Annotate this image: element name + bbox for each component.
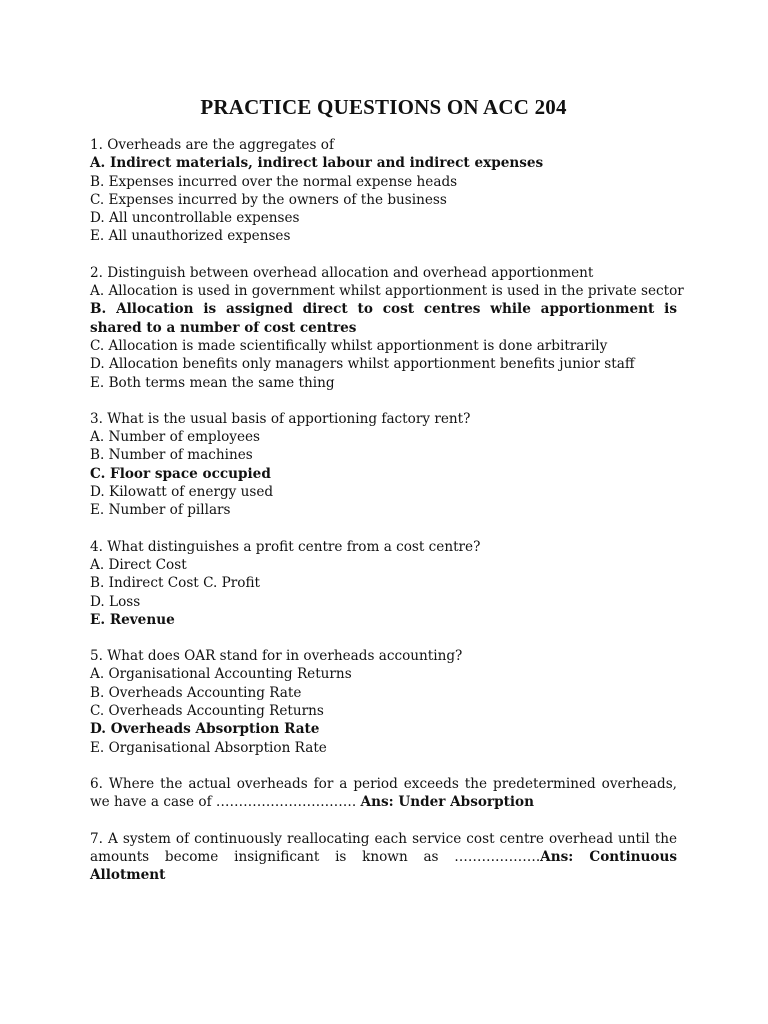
option: C. Expenses incurred by the owners of the business: [90, 191, 447, 208]
option-correct: D. Overheads Absorption Rate: [90, 721, 320, 738]
option: D. Kilowatt of energy used: [90, 484, 274, 501]
question-7: [90, 830, 677, 885]
document-page: [90, 94, 684, 902]
option: A. Number of employees: [90, 429, 261, 446]
question-stem: 2. Distinguish between overhead allocation and overhead apportionment: [90, 264, 594, 281]
question-6: [90, 775, 677, 812]
answer-text: Ans: Continuous Allotment: [90, 848, 677, 884]
question-3: [90, 410, 677, 520]
option: C. Allocation is made scientifically whilst apportionment is done arbitrarily: [90, 337, 608, 354]
question-stem: [90, 775, 677, 812]
option: D. All uncontrollable expenses: [90, 210, 300, 227]
option: A. Allocation is used in government whilst apportionment is used in the private sector: [90, 283, 684, 300]
option: D. Loss: [90, 593, 141, 610]
question-stem: 4. What distinguishes a profit centre from a cost centre?: [90, 538, 481, 555]
question-5: [90, 647, 677, 757]
question-2: [90, 264, 684, 392]
option: E. All unauthorized expenses: [90, 228, 291, 245]
option: B. Overheads Accounting Rate: [90, 684, 302, 701]
option-correct: E. Revenue: [90, 611, 175, 628]
question-stem: 5. What does OAR stand for in overheads accounting?: [90, 648, 463, 665]
question-text: 7. A system of continuously reallocating each service cost centre overhead until the amounts become insignificant is known as ……………….: [90, 830, 677, 865]
option: E. Number of pillars: [90, 502, 231, 519]
answer-text: Ans: Under Absorption: [360, 794, 534, 811]
question-text: 6. Where the actual overheads for a period exceeds the predetermined overheads, we have a case of ………………………….: [90, 775, 677, 811]
question-stem: 3. What is the usual basis of apportioning factory rent?: [90, 410, 471, 427]
question-stem: [90, 830, 677, 885]
question-1: [90, 136, 677, 246]
option: B. Number of machines: [90, 447, 253, 464]
page-title: PRACTICE QUESTIONS ON ACC 204: [200, 95, 567, 119]
option: A. Direct Cost: [90, 556, 187, 573]
question-stem: 1. Overheads are the aggregates of: [90, 137, 334, 153]
option: C. Overheads Accounting Returns: [90, 703, 324, 720]
option-correct: B. Allocation is assigned direct to cost centres while apportionment is shared to a number of cost centres: [90, 301, 677, 336]
option-correct: C. Floor space occupied: [90, 465, 271, 482]
option: E. Organisational Absorption Rate: [90, 739, 327, 756]
option: A. Organisational Accounting Returns: [90, 666, 352, 683]
option-correct: A. Indirect materials, indirect labour and indirect expenses: [90, 155, 544, 172]
option: E. Both terms mean the same thing: [90, 374, 335, 391]
option: B. Indirect Cost C. Profit: [90, 575, 261, 592]
question-4: [90, 538, 677, 629]
option: D. Allocation benefits only managers whilst apportionment benefits junior staff: [90, 356, 635, 373]
option: B. Expenses incurred over the normal expense heads: [90, 173, 458, 190]
